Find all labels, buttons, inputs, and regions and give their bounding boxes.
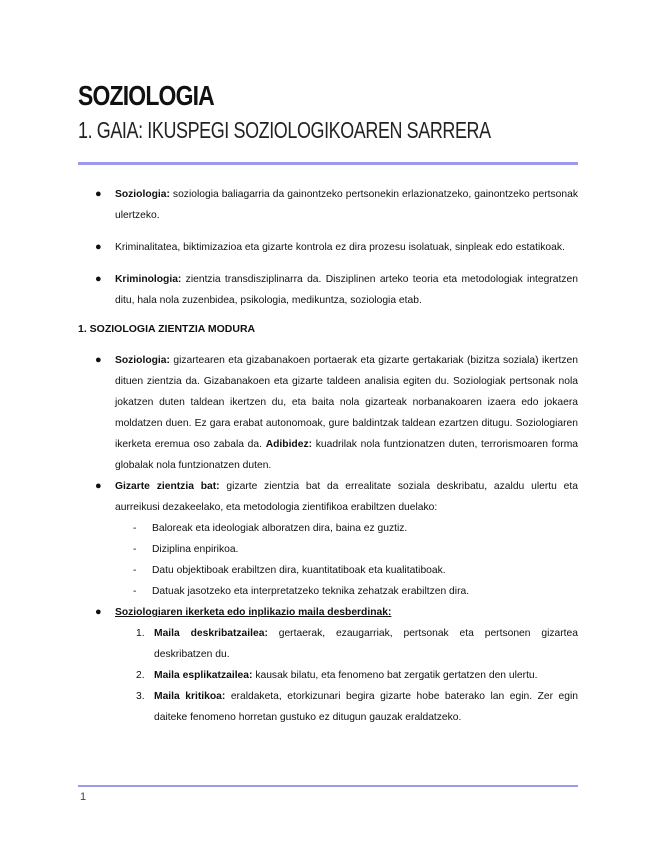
sub-list-item [78, 581, 578, 602]
page-title: SOZIOLOGIA [78, 80, 214, 111]
page-number: 1 [80, 791, 87, 803]
term: Gizarte zientzia bat: [115, 481, 220, 492]
sub-list-item [78, 518, 578, 539]
footer-divider [78, 785, 578, 787]
definition: gizartearen eta gizabanakoen portaerak eta gizarte gertakariak (bizitza soziala) ikertzen dituen zientzia da. Gizabanakoen eta gizarte taldeen analisia egiten du. Soziologiak pertsonak nola jokatzen duten taldean ikertzen du, eta baita nola gizarteak norbanakoaren izaera edo jokaera moldatzen duen. Ez gara erabat autonomoak, gure baldintzak taldean ezartzen ditugu. Soziologiaren ikerketa eremua oso zabala da. [115, 355, 578, 450]
example-text: kuadrilak nola funtzionatzen duten, terrorismoaren forma globalak nola funtzionatzen duten. [115, 439, 579, 471]
level-text: kausak bilatu, eta fenomeno bat zergatik gertatzen den ulertu. [252, 670, 538, 681]
definition: zientzia transdisziplinarra da. Disziplinen arteko teoria eta metodologiak integratzen ditu, hala nola zuzenbidea, psikologia, medikuntza, soziologia etab. [115, 274, 578, 306]
sub-item-text: Baloreak eta ideologiak alboratzen dira, baina ez guztiz. [152, 523, 408, 534]
bullet-icon: ● [95, 188, 102, 200]
list-item [78, 350, 578, 476]
list-item [78, 602, 578, 623]
definition: Kriminalitatea, biktimizazioa eta gizarte kontrola ez dira prozesu isolatuak, sinpleak edo estatikoak. [115, 242, 565, 253]
sub-list-item [78, 539, 578, 560]
dash-icon: - [133, 523, 137, 534]
level-text: eraldaketa, etorkizunari begira gizarte hobe baterako lan egin. Zer egin daiteke fenomeno horretan gustuko ez ditugun gauzak eraldatzeko. [154, 691, 578, 723]
sub-item-text: Datu objektiboak erabiltzen dira, kuantitatiboak eta kualitatiboak. [152, 565, 446, 576]
bullet-icon: ● [95, 273, 102, 285]
item-number: 1. [136, 628, 145, 639]
term: Soziologia: [115, 355, 170, 366]
sub-item-text: Diziplina enpirikoa. [152, 544, 239, 555]
list-item [78, 476, 578, 518]
document-body [78, 184, 578, 728]
definition: gizarte zientzia bat da errealitate soziala deskribatu, azaldu ulertu eta aurreikusi dezakeelako, eta metodologia zientifikoa erabiltzen duelako: [115, 481, 578, 513]
sub-item-text: Datuak jasotzeko eta interpretatzeko teknika zehatzak erabiltzen dira. [152, 586, 470, 597]
dash-icon: - [133, 586, 137, 597]
section-heading: 1. SOZIOLOGIA ZIENTZIA MODURA [78, 323, 256, 335]
list-item [78, 269, 578, 311]
numbered-item [78, 686, 578, 728]
list-item [78, 237, 578, 258]
term: Kriminologia: [115, 274, 182, 285]
header-divider [78, 162, 578, 165]
bullet-icon: ● [95, 480, 102, 492]
bullet-icon: ● [95, 354, 102, 366]
level-text: gertaerak, ezaugarriak, pertsonak eta pertsonen gizartea deskribatzen du. [154, 628, 579, 660]
level-term: Maila kritikoa: [154, 691, 226, 702]
list-item [78, 184, 578, 226]
bullet-icon: ● [95, 606, 102, 618]
dash-icon: - [133, 544, 137, 555]
definition: soziologia baliagarria da gainontzeko pertsonekin erlazionatzeko, gainontzeko pertsonak ulertzeko. [115, 189, 578, 221]
dash-icon: - [133, 565, 137, 576]
level-term: Maila deskribatzailea: [154, 628, 268, 639]
bullet-icon: ● [95, 241, 102, 253]
level-term: Maila esplikatzailea: [154, 670, 253, 681]
item-number: 2. [136, 670, 145, 681]
sub-list-item [78, 560, 578, 581]
term: Soziologiaren ikerketa edo inplikazio maila desberdinak: [115, 607, 392, 618]
page-subtitle: 1. GAIA: IKUSPEGI SOZIOLOGIKOAREN SARRERA [78, 117, 491, 143]
example-label: Adibidez: [265, 439, 313, 450]
item-number: 3. [136, 691, 145, 702]
numbered-item [78, 623, 578, 665]
numbered-item [78, 665, 578, 686]
term: Soziologia: [115, 189, 170, 200]
